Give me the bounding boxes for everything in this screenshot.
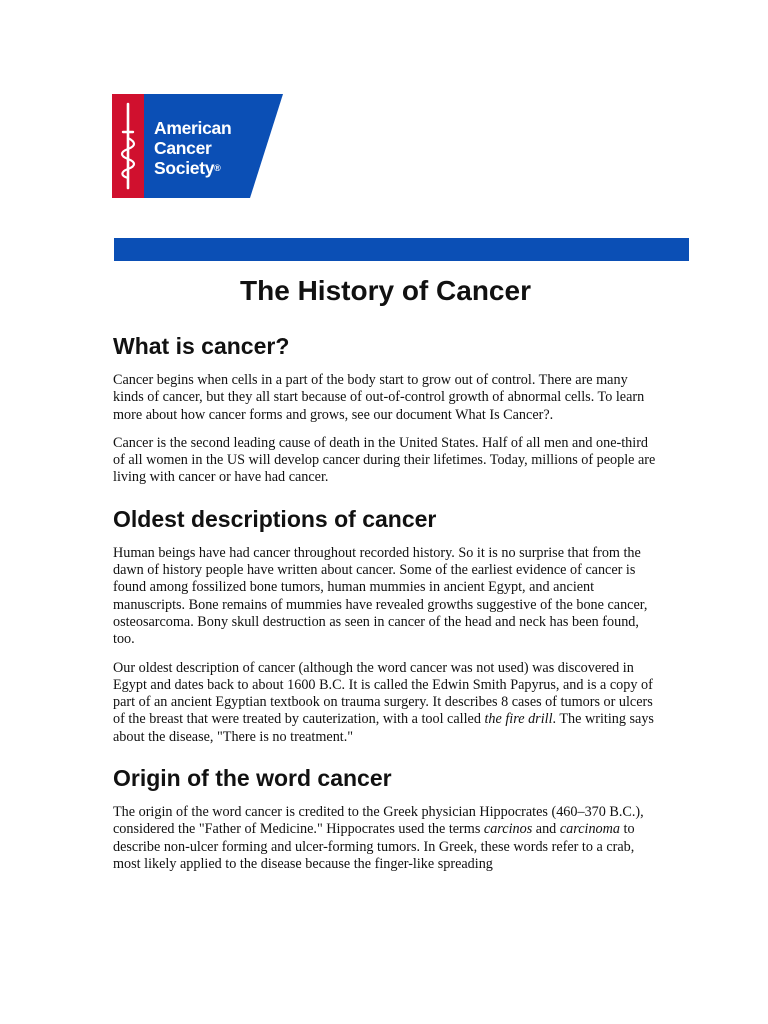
section-heading: Oldest descriptions of cancer <box>113 505 437 532</box>
section-oldest-descriptions <box>113 503 658 746</box>
emphasis-text: carcinoma <box>559 821 620 838</box>
logo-line-2: Cancer <box>154 138 212 158</box>
logo-line-3: Society® <box>154 158 221 178</box>
american-cancer-society-logo <box>112 94 284 198</box>
logo-wordmark <box>154 118 231 178</box>
page-title: The History of Cancer <box>240 275 531 306</box>
paragraph: Cancer is the second leading cause of death in the United States. Half of all men and one-third of all women in the US will develop cancer during their lifetimes. Today, millions of people are living with cancer or have had cancer. <box>113 434 656 486</box>
paragraph: Cancer begins when cells in a part of the body start to grow out of control. There are many kinds of cancer, but they all start because of out-of-control growth of abnormal cells. To learn more about how cancer forms and grows, see our document What Is Cancer?. <box>113 372 645 423</box>
paragraph: The origin of the word cancer is credited to the Greek physician Hippocrates (460–370 B.C.), considered the "Father of Medicine." Hippocrates used the terms carcinos and carcinoma to describe non-ulcer forming and ulcer-forming tumors. In Greek, these words refer to a crab, most likely applied to the disease because the finger-like spreading <box>113 804 644 872</box>
emphasis-text: the fire drill <box>484 711 553 728</box>
paragraph: Our oldest description of cancer (although the word cancer was not used) was discovered in Egypt and dates back to about 1600 B.C. It is called the Edwin Smith Papyrus, and is a copy of part of an ancient Egyptian textbook on trauma surgery. It describes 8 cases of tumors or ulcers of the breast that were treated by cauterization, with a tool called the fire drill. The writing says about the disease, "There is no treatment." <box>113 659 654 745</box>
document-body <box>113 272 658 884</box>
emphasis-text: carcinos <box>483 821 533 838</box>
section-what-is-cancer <box>113 330 658 487</box>
section-heading: Origin of the word cancer <box>113 765 392 792</box>
header-divider-bar <box>114 238 689 261</box>
logo-line-1: American <box>154 118 232 138</box>
section-origin-of-word <box>113 762 658 873</box>
section-heading: What is cancer? <box>113 333 290 359</box>
paragraph: Human beings have had cancer throughout recorded history. So it is no surprise that from the dawn of history people have written about cancer. Some of the earliest evidence of cancer is found among fossilized bone tumors, human mummies in ancient Egypt, and ancient manuscripts. Bone remains of mummies have revealed growths suggestive of the bone cancer, osteosarcoma. Bony skull destruction as seen in cancer of the head and neck has been found, too. <box>113 544 648 648</box>
registered-mark: ® <box>214 163 221 173</box>
